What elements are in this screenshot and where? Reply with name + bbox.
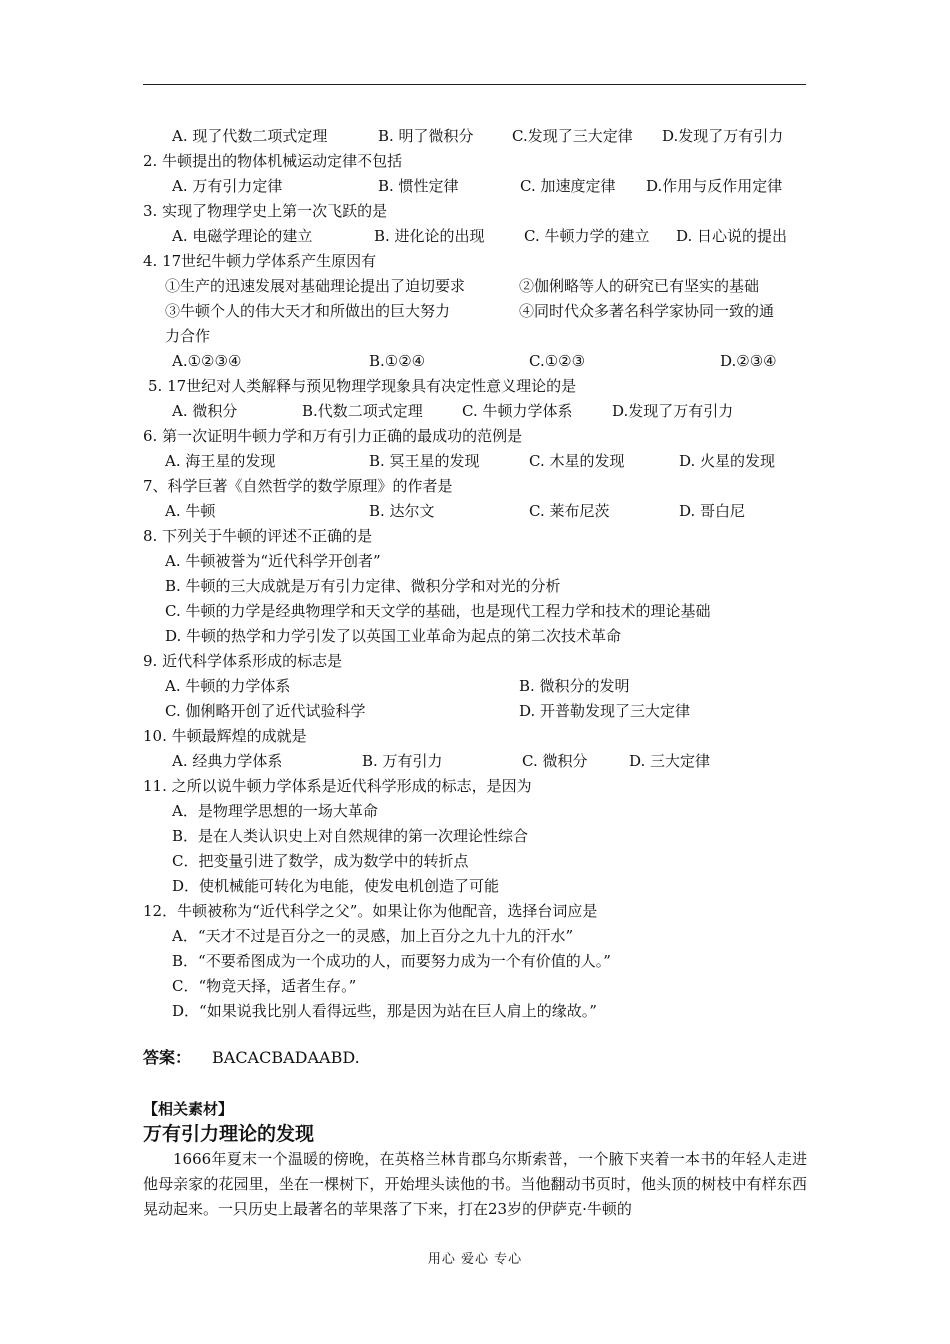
q8-option-b: B. 牛顿的三大成就是万有引力定律、微积分学和对光的分析: [165, 577, 561, 595]
q4-statement-2: ②伽俐略等人的研究已有坚实的基础: [519, 277, 760, 295]
q4-statement-1: ①生产的迅速发展对基础理论提出了迫切要求: [165, 277, 466, 295]
q4-option-b: B.①②④: [369, 352, 426, 370]
q1-option-c: C.发现了三大定律: [512, 127, 633, 145]
question-3-stem: 3. 实现了物理学史上第一次飞跃的是: [143, 202, 388, 220]
q3-option-b: B. 进化论的出现: [374, 227, 485, 245]
q9-option-a: A. 牛顿的力学体系: [165, 677, 291, 695]
q3-option-a: A. 电磁学理论的建立: [172, 227, 313, 245]
q3-option-d: D. 日心说的提出: [676, 227, 788, 245]
q8-option-c: C. 牛顿的力学是经典物理学和天文学的基础，也是现代工程力学和技术的理论基础: [165, 602, 711, 620]
material-label: 【相关素材】: [143, 1100, 234, 1118]
q5-option-c: C. 牛顿力学体系: [462, 402, 573, 420]
q4-statement-4: ④同时代众多著名科学家协同一致的通: [519, 302, 775, 320]
q10-option-d: D. 三大定律: [629, 752, 711, 770]
q4-statement-3: ③牛顿个人的伟大天才和所做出的巨大努力: [165, 302, 451, 320]
q8-option-d: D. 牛顿的热学和力学引发了以英国工业革命为起点的第二次技术革命: [165, 627, 622, 645]
q9-option-d: D. 开普勒发现了三大定律: [519, 702, 691, 720]
q10-option-b: B. 万有引力: [362, 752, 443, 770]
answer-value: BACACBADAABD.: [212, 1048, 360, 1067]
q2-option-d: D.作用与反作用定律: [646, 177, 783, 195]
question-6-stem: 6. 第一次证明牛顿力学和万有引力正确的最成功的范例是: [143, 427, 523, 445]
q3-option-c: C. 牛顿力学的建立: [524, 227, 650, 245]
q2-option-b: B. 惯性定律: [378, 177, 459, 195]
q6-option-a: A. 海王星的发现: [165, 452, 276, 470]
q7-option-a: A. 牛顿: [165, 502, 216, 520]
q10-option-c: C. 微积分: [522, 752, 588, 770]
question-10-stem: 10. 牛顿最辉煌的成就是: [143, 727, 307, 745]
q1-option-a: A. 现了代数二项式定理: [172, 127, 328, 145]
answer-label: 答案：: [143, 1048, 192, 1067]
q10-option-a: A. 经典力学体系: [172, 752, 283, 770]
q6-option-b: B. 冥王星的发现: [369, 452, 480, 470]
q2-option-c: C. 加速度定律: [520, 177, 616, 195]
q1-option-d: D.发现了万有引力: [662, 127, 784, 145]
question-2-stem: 2. 牛顿提出的物体机械运动定律不包括: [143, 152, 403, 170]
q12-option-a: A．“天才不过是百分之一的灵感，加上百分之九十九的汗水”: [172, 927, 574, 945]
q7-option-b: B. 达尔文: [369, 502, 435, 520]
q11-option-b: B．是在人类认识史上对自然规律的第一次理论性综合: [172, 827, 529, 845]
q4-option-c: C.①②③: [529, 352, 586, 370]
q9-option-c: C. 伽俐略开创了近代试验科学: [165, 702, 366, 720]
q9-option-b: B. 微积分的发明: [519, 677, 630, 695]
q4-option-a: A.①②③④: [172, 352, 242, 370]
q4-option-d: D.②③④: [720, 352, 777, 370]
question-8-stem: 8. 下列关于牛顿的评述不正确的是: [143, 527, 373, 545]
material-title: 万有引力理论的发现: [143, 1123, 315, 1145]
q1-option-b: B. 明了微积分: [378, 127, 474, 145]
q6-option-c: C. 木星的发现: [529, 452, 625, 470]
q5-option-b: B.代数二项式定理: [302, 402, 423, 420]
q5-option-d: D.发现了万有引力: [612, 402, 734, 420]
question-11-stem: 11. 之所以说牛顿力学体系是近代科学形成的标志，是因为: [143, 777, 532, 795]
question-12-stem: 12．牛顿被称为“近代科学之父”。如果让你为他配音，选择台词应是: [143, 902, 598, 920]
q11-option-d: D．使机械能可转化为电能，使发电机创造了可能: [172, 877, 500, 895]
question-5-stem: 5. 17世纪对人类解释与预见物理学现象具有决定性意义理论的是: [148, 377, 577, 395]
q12-option-c: C．“物竞天择，适者生存。”: [172, 977, 357, 995]
q8-option-a: A. 牛顿被誉为“近代科学开创者”: [165, 552, 381, 570]
q11-option-a: A．是物理学思想的一场大革命: [172, 802, 378, 820]
question-9-stem: 9. 近代科学体系形成的标志是: [143, 652, 343, 670]
page-footer: 用心 爱心 专心: [427, 1252, 523, 1267]
q4-statement-4-continued: 力合作: [165, 327, 211, 345]
question-7-stem: 7、科学巨著《自然哲学的数学原理》的作者是: [143, 477, 453, 495]
q2-option-a: A. 万有引力定律: [172, 177, 283, 195]
q12-option-b: B．“不要希图成为一个成功的人，而要努力成为一个有价值的人。”: [172, 952, 611, 970]
q11-option-c: C．把变量引进了数学，成为数学中的转折点: [172, 852, 469, 870]
question-4-stem: 4. 17世纪牛顿力学体系产生原因有: [143, 252, 377, 270]
header-rule: [143, 84, 806, 85]
q7-option-d: D. 哥白尼: [679, 502, 746, 520]
q12-option-d: D．“如果说我比别人看得远些，那是因为站在巨人肩上的缘故。”: [172, 1002, 597, 1020]
q6-option-d: D. 火星的发现: [679, 452, 776, 470]
material-paragraph: 1666年夏末一个温暖的傍晚，在英格兰林肯郡乌尔斯索普，一个腋下夹着一本书的年轻人走进他母亲家的花园里，坐在一棵树下，开始埋头读他的书。当他翻动书页时，他头顶的树枝中有样东西晃动起来。一只历史上最著名的苹果落了下来，打在23岁的伊萨克·牛顿的: [143, 1150, 807, 1218]
q5-option-a: A. 微积分: [172, 402, 238, 420]
q7-option-c: C. 莱布尼茨: [529, 502, 610, 520]
